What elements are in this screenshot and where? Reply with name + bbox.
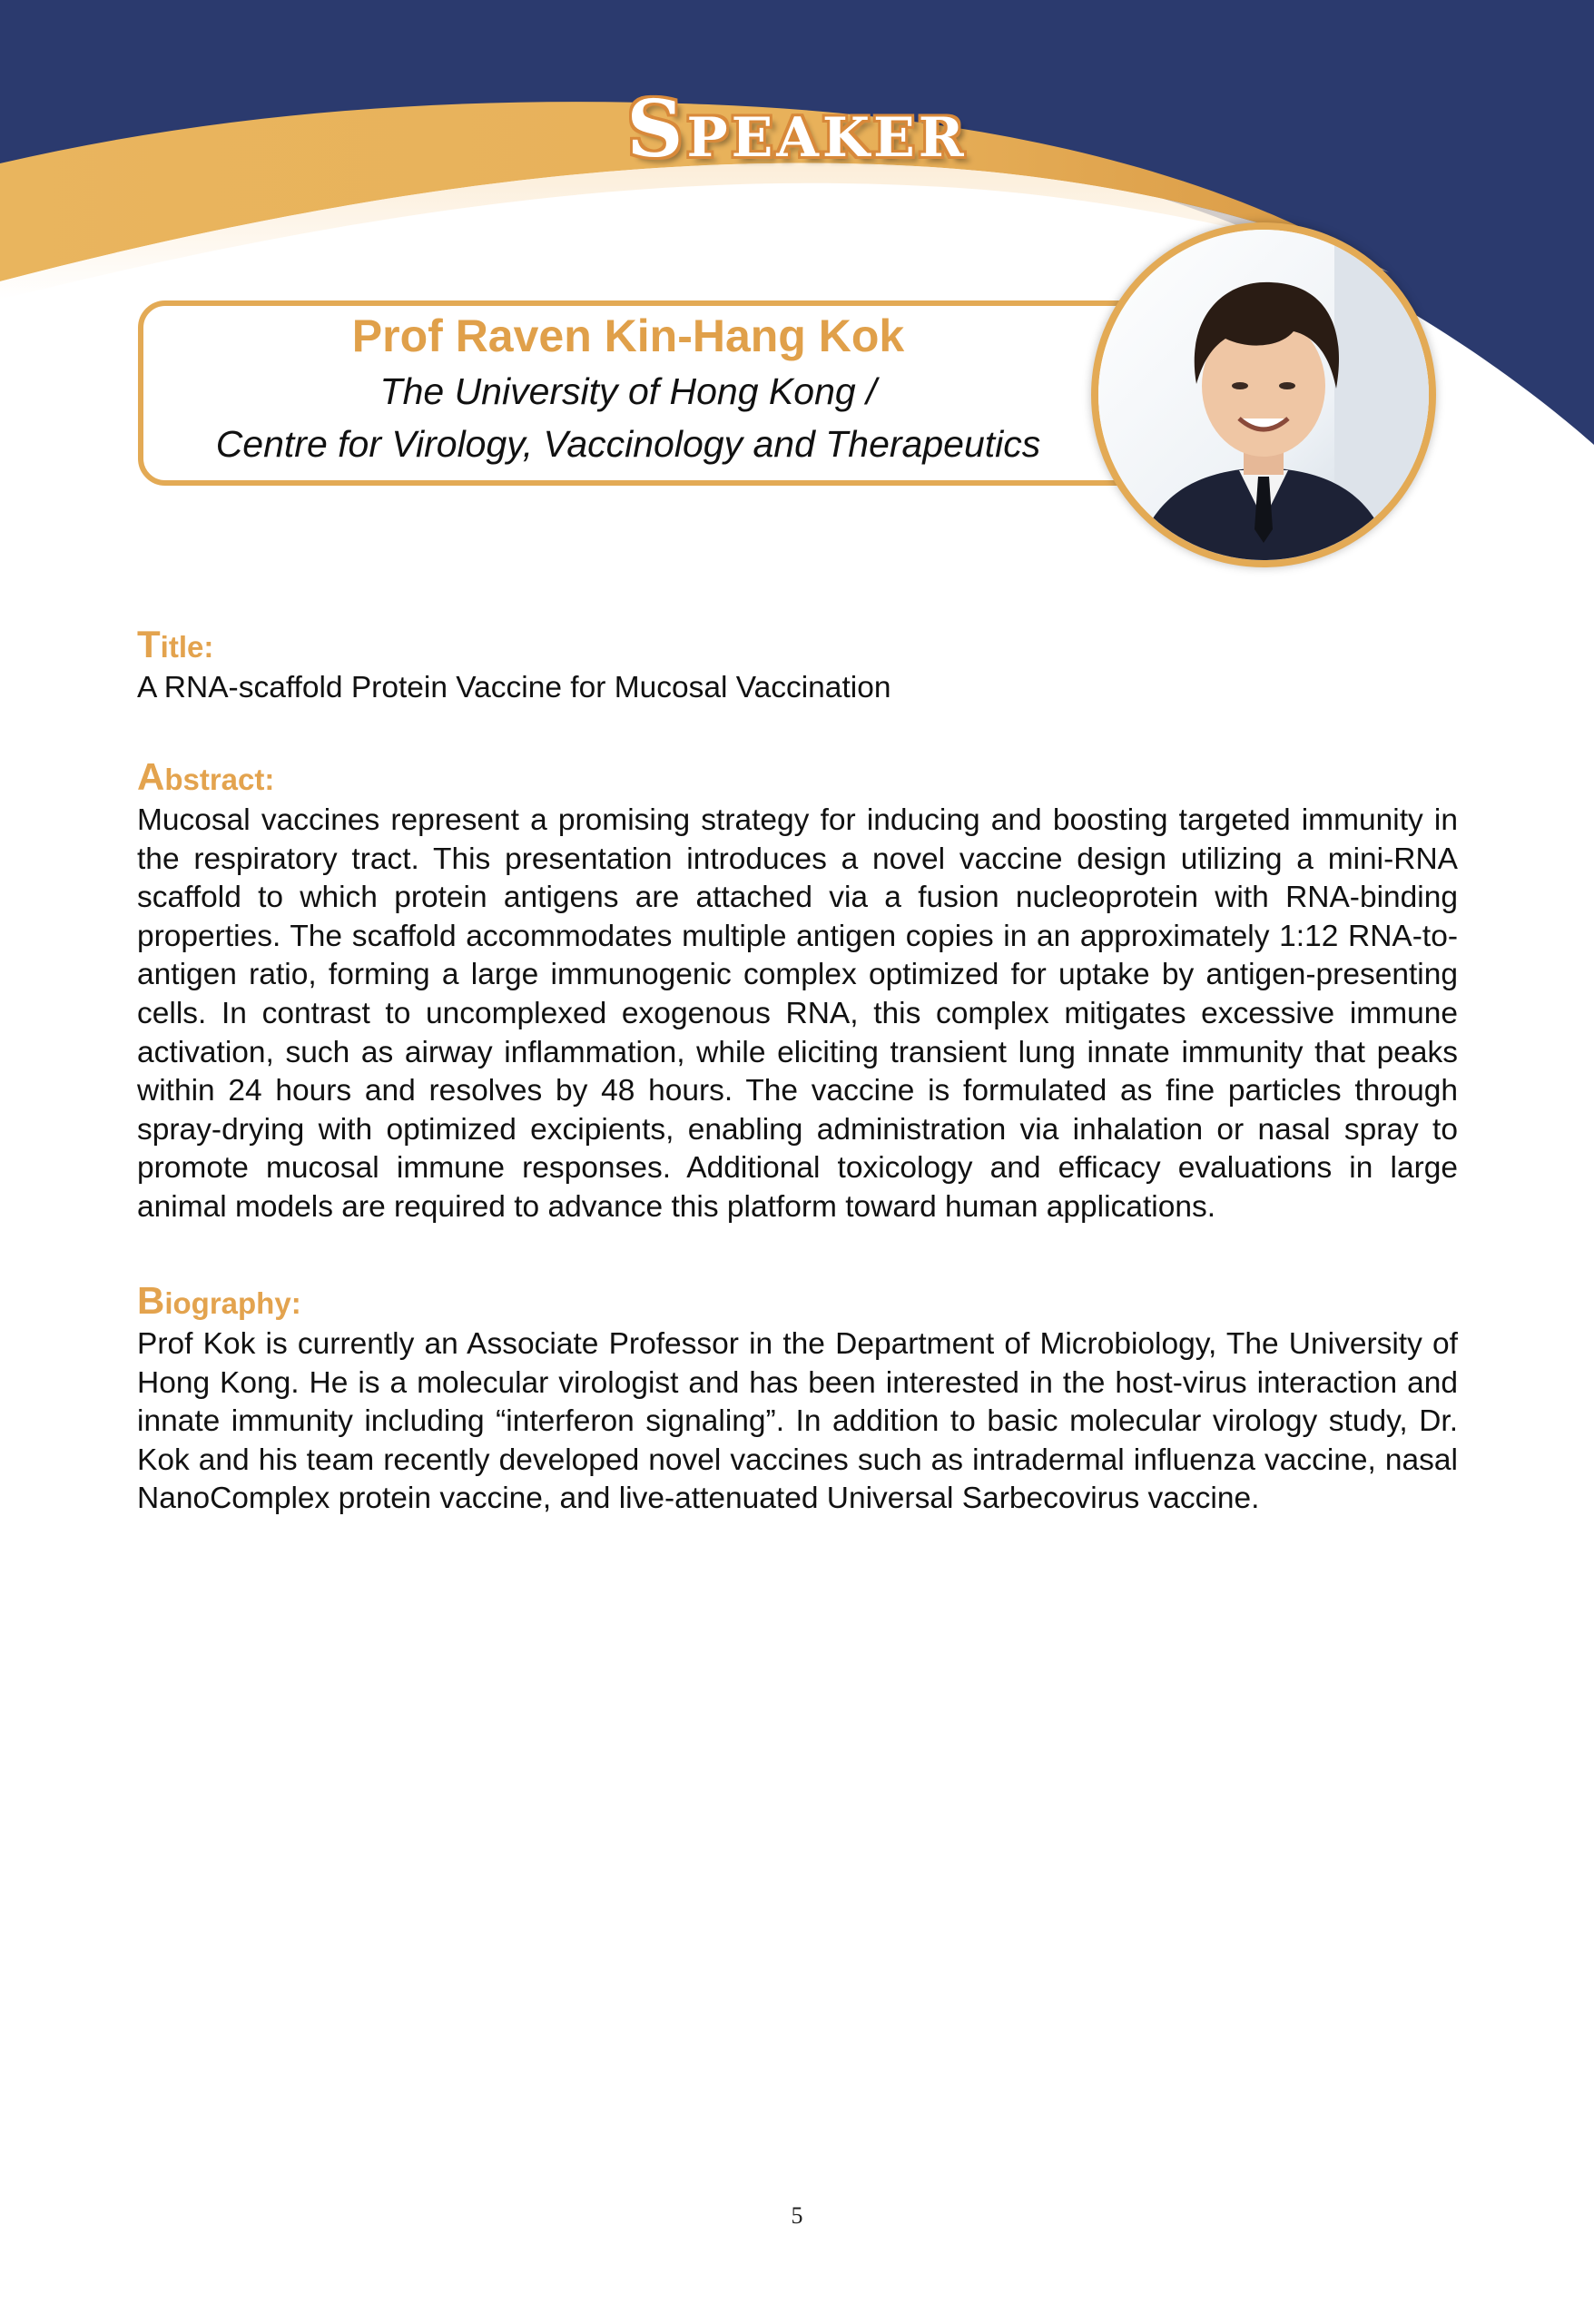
speaker-photo (1091, 222, 1436, 567)
abstract-label: Abstract: (137, 755, 275, 798)
biography-text: Prof Kok is currently an Associate Professor in the Department of Microbiology, The University of Hong Kong. He is a molecular virologist and has been interested in the host-virus interaction and innate immunity including “interferon signaling”. In addition to basic molecular virology study, Dr. Kok and his team recently developed novel vaccines such as intradermal influenza vaccine, nasal NanoComplex protein vaccine, and live-attenuated Universal Sarbecovirus vaccine. (137, 1327, 1458, 1516)
page-number: 5 (791, 2202, 803, 2229)
banner-title: Speaker (626, 84, 968, 175)
speaker-info (138, 307, 1118, 470)
abstract-section (137, 755, 1458, 1227)
speaker-affiliation-line2: Centre for Virology, Vaccinology and Therapeutics (215, 423, 1041, 465)
title-section (137, 623, 1458, 708)
abstract-text: Mucosal vaccines represent a promising strategy for inducing and boosting targeted immunity in the respiratory tract. This presentation introduces a novel vaccine design utilizing a mini-RNA scaffold to which protein antigens are attached via a fusion nucleoprotein with RNA-binding properties. The scaffold accommodates multiple antigen copies in an approximately 1:12 RNA-to-antigen ratio, forming a large immunogenic complex optimized for uptake by antigen-presenting cells. In contrast to uncomplexed exogenous RNA, this complex mitigates excessive immune activation, such as airway inflammation, while eliciting transient lung innate immunity that peaks within 24 hours and resolves by 48 hours. The vaccine is formulated as fine particles through spray-drying with optimized excipients, enabling administration via inhalation or nasal spray to promote mucosal immune responses. Additional toxicology and efficacy evaluations in large animal models are required to advance this platform toward human applications. (137, 803, 1458, 1224)
speaker-affiliation-line1: The University of Hong Kong / (379, 370, 877, 412)
title-label: Title: (137, 623, 214, 665)
biography-label: Biography: (137, 1279, 301, 1322)
speaker-name: Prof Raven Kin-Hang Kok (351, 310, 905, 361)
talk-title: A RNA-scaffold Protein Vaccine for Mucosal Vaccination (137, 671, 891, 704)
speaker-portrait-illustration (1098, 230, 1429, 560)
biography-section (137, 1279, 1458, 1519)
